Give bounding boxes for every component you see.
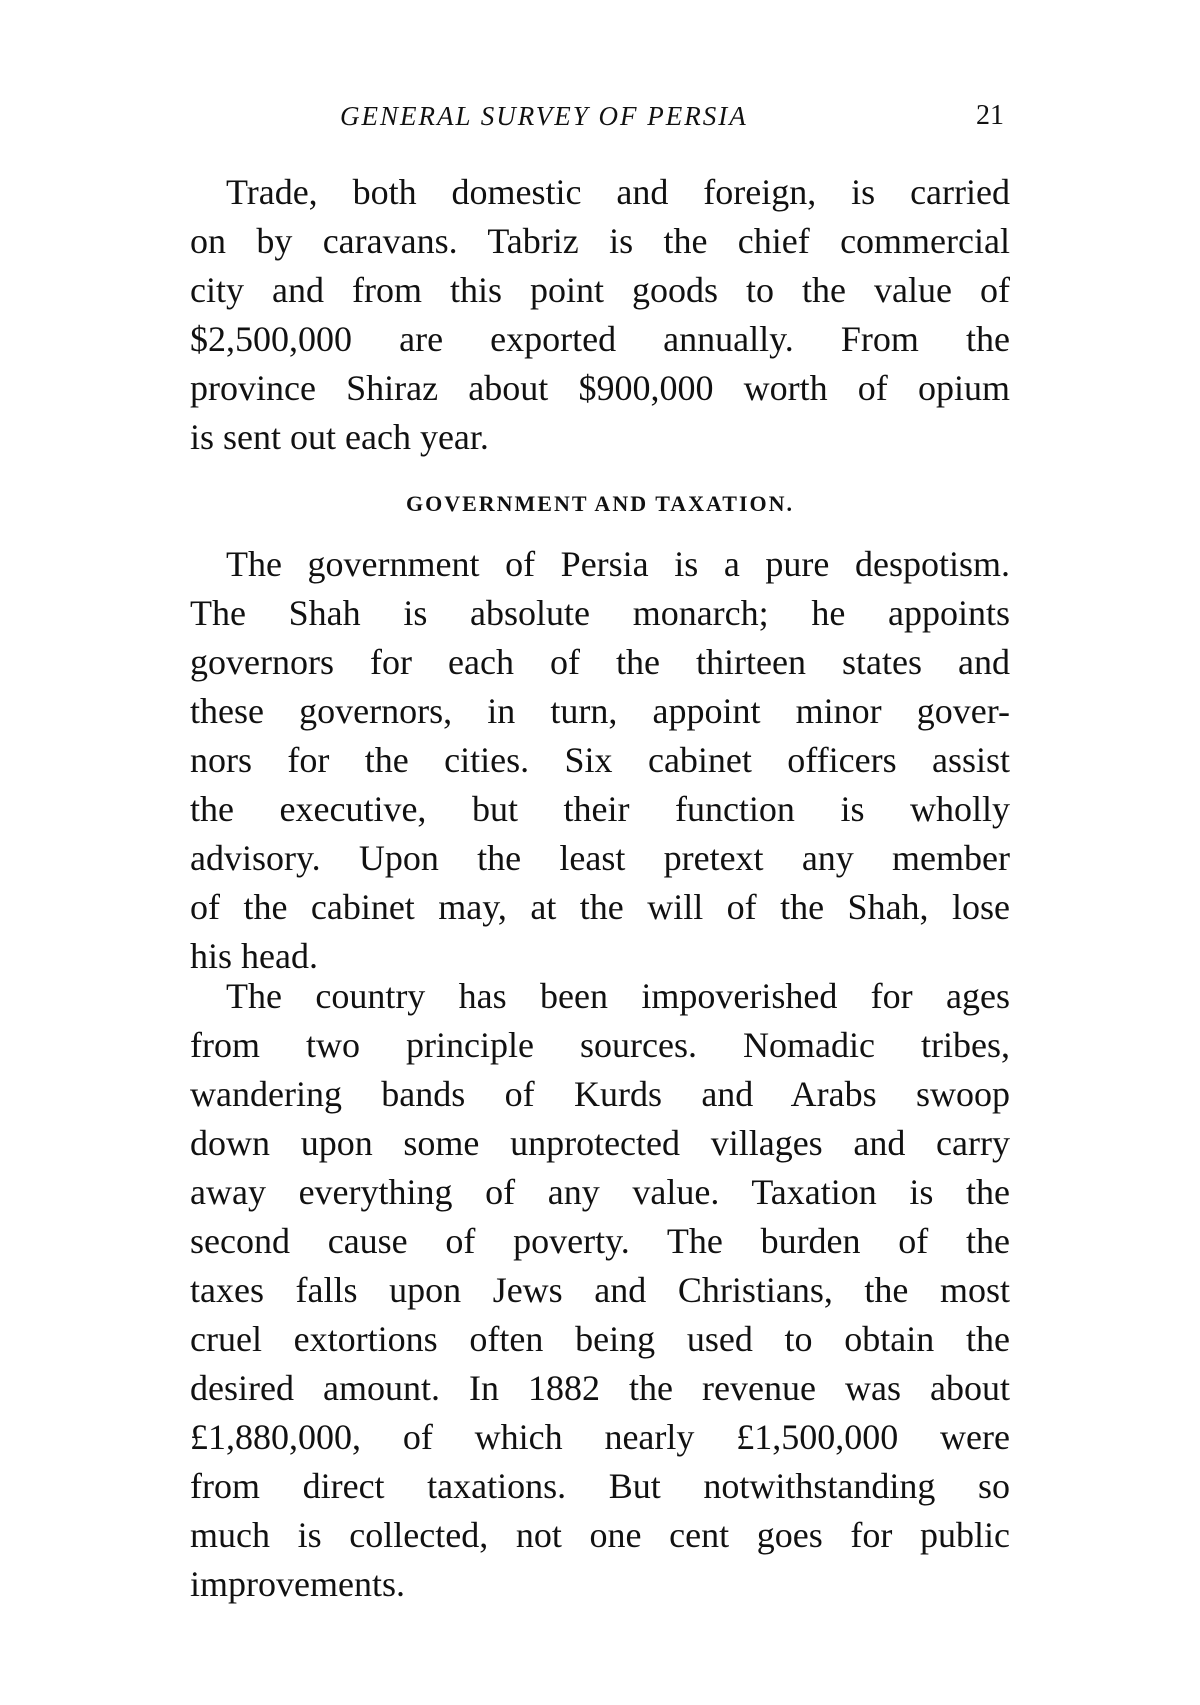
section-heading: GOVERNMENT AND TAXATION.	[405, 491, 795, 516]
text-line: of the cabinet may, at the will of the Shah, lose	[190, 887, 1010, 927]
text-line: $2,500,000 are exported annually. From the	[190, 319, 1010, 359]
text-line: The Shah is absolute monarch; he appoints	[190, 593, 1010, 633]
text-line: £1,880,000, of which nearly £1,500,000 were	[190, 1417, 1010, 1457]
text-line: from direct taxations. But notwithstanding so	[190, 1466, 1010, 1506]
text-line: the executive, but their function is wholly	[190, 789, 1010, 829]
text-line: province Shiraz about $900,000 worth of opium	[190, 368, 1010, 408]
page-number: 21	[976, 100, 1004, 131]
text-line: Trade, both domestic and foreign, is carried	[226, 172, 1010, 212]
text-line: The government of Persia is a pure despotism.	[226, 544, 1010, 584]
text-line: cruel extortions often being used to obtain the	[190, 1319, 1010, 1359]
text-line: The country has been impoverished for ages	[226, 976, 1010, 1016]
paragraph-poverty	[190, 972, 1010, 1609]
text-line: nors for the cities. Six cabinet officers assist	[190, 740, 1010, 780]
text-line: down upon some unprotected villages and carry	[190, 1123, 1010, 1163]
text-line: advisory. Upon the least pretext any member	[190, 838, 1010, 878]
text-line: taxes falls upon Jews and Christians, the most	[190, 1270, 1010, 1310]
running-title: GENERAL SURVEY OF PERSIA	[340, 101, 748, 131]
text-line: wandering bands of Kurds and Arabs swoop	[190, 1074, 1010, 1114]
text-line: much is collected, not one cent goes for public	[190, 1515, 1010, 1555]
text-line: improvements.	[190, 1564, 405, 1604]
paragraph-government	[190, 540, 1010, 981]
text-line: second cause of poverty. The burden of the	[190, 1221, 1010, 1261]
text-line: his head.	[190, 936, 318, 976]
text-line: city and from this point goods to the value of	[190, 270, 1010, 310]
running-head	[190, 96, 1010, 136]
text-line: from two principle sources. Nomadic tribes,	[190, 1025, 1010, 1065]
text-line: governors for each of the thirteen states and	[190, 642, 1010, 682]
text-line: on by caravans. Tabriz is the chief commercial	[190, 221, 1010, 261]
text-line: desired amount. In 1882 the revenue was about	[190, 1368, 1010, 1408]
text-line: is sent out each year.	[190, 417, 489, 457]
text-line: these governors, in turn, appoint minor gover-	[190, 691, 1010, 731]
paragraph-trade	[190, 168, 1010, 462]
text-line: away everything of any value. Taxation is the	[190, 1172, 1010, 1212]
